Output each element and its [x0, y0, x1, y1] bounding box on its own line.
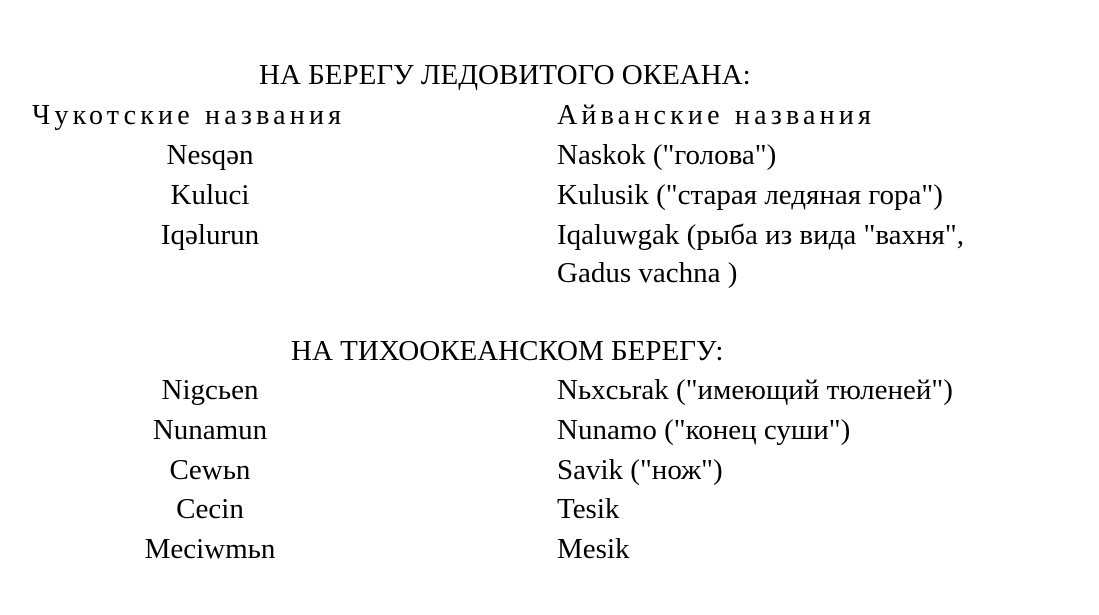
- aivan-name-continuation: Gadus vachna ): [557, 257, 738, 289]
- chukchi-name: Iqəlurun: [160, 219, 260, 251]
- aivan-name: Nьxcьrak ("имеющий тюленей"): [557, 374, 953, 406]
- aivan-name: Kulusik ("старая ледяная гора"): [557, 179, 943, 211]
- aivan-name: Iqaluwgak (рыба из вида "вахня",: [557, 219, 964, 251]
- aivan-name: Tesik: [557, 493, 620, 525]
- chukchi-name: Nigcьen: [161, 374, 259, 406]
- section-heading-pacific-coast: НА ТИХООКЕАНСКОМ БЕРЕГУ:: [291, 335, 724, 367]
- aivan-name: Naskok ("голова"): [557, 139, 777, 171]
- aivan-name: Mesik: [557, 533, 630, 565]
- chukchi-name: Meciwmьn: [144, 533, 276, 565]
- column-header-aivan-names: Айванские названия: [557, 100, 876, 131]
- chukchi-name: Nunamun: [152, 414, 268, 446]
- section-heading-arctic-coast: НА БЕРЕГУ ЛЕДОВИТОГО ОКЕАНА:: [259, 59, 751, 91]
- aivan-name: Savik ("нож"): [557, 454, 723, 486]
- chukchi-name: Nesqən: [166, 139, 254, 171]
- chukchi-name: Cecin: [176, 493, 244, 525]
- column-header-chukchi-names: Чукотские названия: [32, 100, 346, 131]
- aivan-name: Nunamo ("конец суши"): [557, 414, 851, 446]
- chukchi-name: Kuluci: [170, 179, 250, 211]
- chukchi-name: Cewьn: [169, 454, 251, 486]
